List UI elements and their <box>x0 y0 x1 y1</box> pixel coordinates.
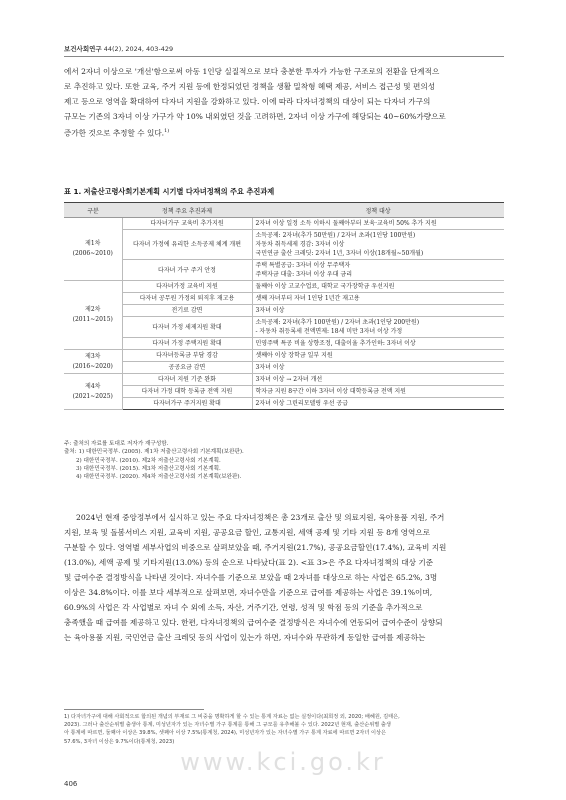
task-cell: 다자녀등록금 부담 경감 <box>122 350 252 362</box>
task-cell: 다자녀 지원 기준 완화 <box>122 374 252 386</box>
period-cell: 제4차 (2021~2025) <box>64 374 122 410</box>
footnote-line: 57.6%, 3자녀 이상은 9.7%이다(통계청, 2023) <box>64 738 175 745</box>
target-cell: 학자금 지원 8구간 이하 3자녀 이상 대학등록금 전액 지원 <box>252 386 504 398</box>
table-title: 표 1. 저출산고령사회기본계획 시기별 다자녀정책의 주요 추진과제 <box>64 187 275 196</box>
table-row <box>64 362 504 374</box>
task-cell: 다자녀가구 교육비 추가지원 <box>122 218 252 230</box>
text-line: 60.9%의 사업은 각 사업별로 자녀 수 외에 소득, 자산, 거주기간, 연령, 성적 및 학점 등의 기준을 추가적으로 <box>64 603 423 612</box>
period-cell: 제3차 (2016~2020) <box>64 350 122 374</box>
text-line: 는 육아용품 지원, 국민연금 출산 크레딧 등의 사업이 있는가 하면, 자녀수와 무관하게 동일한 급여를 제공하는 <box>64 633 426 642</box>
table-row <box>64 305 504 317</box>
table-row <box>64 350 504 362</box>
text-line: 구분할 수 있다. 영역별 세부사업의 비중으로 살펴보았을 때, 주거지원(21.7%), 공공요금할인(17.4%), 교육비 지원 <box>64 543 447 552</box>
table-row <box>64 317 504 338</box>
table-row <box>64 293 504 305</box>
header-rule <box>64 56 504 57</box>
task-cell: 전기료 감면 <box>122 305 252 317</box>
note-line: 출처: 1) 대한민국정부. (2005). 제1차 저출산고령사회 기본계획(보완판). <box>64 449 244 456</box>
text-line: 2024년 현재 중앙정부에서 실시하고 있는 주요 다자녀정책은 총 23개로 출산 및 의료지원, 육아용품 지원, 주거 <box>76 513 445 522</box>
task-cell: 다자녀 가정 대학 등록금 전액 지원 <box>122 386 252 398</box>
watermark: www.kci.go.kr <box>180 748 386 776</box>
table-row <box>64 281 504 293</box>
policy-table <box>64 202 504 410</box>
table-row <box>64 398 504 410</box>
text-line: 에서 2자녀 이상으로 '개선'함으로써 아동 1인당 실질적으로 보다 충분한 투자가 가능한 구조로의 전환을 단계적으 <box>64 67 440 76</box>
header-task: 정책 주요 추진과제 <box>122 203 252 218</box>
footnote <box>64 713 504 746</box>
text-line: 이상은 34.8%이다. 이를 보다 세부적으로 살펴보면, 자녀수만을 기준으로 급여를 제공하는 사업은 39.1%이며, <box>64 588 433 597</box>
text-line: 제고 등으로 영역을 확대하여 다자녀 지원을 강화하고 있다. 이에 따라 다자녀정책의 대상이 되는 다자녀 가구의 <box>64 97 431 106</box>
target-cell: 3자녀 이상 → 2자녀 개선 <box>252 374 504 386</box>
note-line: 2) 대한민국정부. (2010). 제2차 저출산고령사회 기본계획. <box>76 457 221 464</box>
target-cell: 둘째아 이상 고교수업료, 대학교 국가장학금 우선지원 <box>252 281 504 293</box>
table-row <box>64 230 504 260</box>
header-target: 정책 대상 <box>252 203 504 218</box>
table-row <box>64 218 504 230</box>
table-notes <box>64 440 504 481</box>
target-cell: 셋째아 이상 장학금 일부 지원 <box>252 350 504 362</box>
table-row <box>64 338 504 350</box>
target-cell: 소득공제: 2자녀(추가 100만원) / 2자녀 초과(1인당 200만원) - 자동차 취등록세 전액면제: 18세 미만 3자녀 이상 가정 <box>252 317 504 338</box>
note-line: 주: 출처의 자료를 토대로 저자가 재구성함. <box>64 441 169 447</box>
task-cell: 다자녀 가구 주거 안정 <box>122 260 252 281</box>
task-cell: 다자녀가구 주거지원 확대 <box>122 398 252 410</box>
footnote-line: 2023). 그러나 출산순위별 출생아 통계, 미성년자가 있는 자녀수별 가구 통계를 통해 그 규모를 유추해볼 수 있다. 2022년 현재, 출산순위별 출생 <box>64 722 391 729</box>
intro-paragraph <box>64 64 504 141</box>
footnote-ref[interactable]: 1) <box>164 128 170 134</box>
task-cell: 다자녀가정 교육비 지원 <box>122 281 252 293</box>
target-cell: 2자녀 이상 그린리모델링 우선 공급 <box>252 398 504 410</box>
note-line: 3) 대한민국정부. (2015). 제3차 저출산고령사회 기본계획. <box>76 465 221 472</box>
text-line: 지원, 보육 및 돌봄서비스 지원, 교육비 지원, 공공요금 할인, 교통지원, 세액 공제 및 기타 지원 등 8개 영역으로 <box>64 528 431 537</box>
target-cell: 3자녀 이상 <box>252 362 504 374</box>
header-period: 구분 <box>64 203 122 218</box>
text-line: 규모는 기존의 3자녀 이상 가구가 약 10% 내외였던 것을 고려하면, 2자녀 이상 가구에 해당되는 40~60%가량으로 <box>64 112 446 121</box>
journal-name: 보건사회연구 <box>64 45 102 53</box>
target-cell: 소득공제: 2자녀(추가 50만원) / 2자녀 초과(1인당 100만원) 자동차 취득세제 경감: 3자녀 이상 국민연금 출산 크레딧: 2자녀 1년, 3자녀 이상(18개월~50개월) <box>252 230 504 260</box>
text-line: 증가한 것으로 추정할 수 있다.$^{1)}$ <box>64 128 170 138</box>
period-cell: 제1차 (2006~2010) <box>64 218 122 281</box>
running-header <box>64 44 504 53</box>
text-line: 로 추진하고 있다. 또한 교육, 주거 지원 등에 한정되었던 정책을 생활 밀착형 혜택 제공, 서비스 접근성 및 편의성 <box>64 82 436 91</box>
table-row <box>64 260 504 281</box>
task-cell: 다자녀 가정 세제지원 확대 <box>122 317 252 338</box>
text-line: (13.0%), 세액 공제 및 기타지원(13.0%) 등의 순으로 나타났다(표 2). <표 3>은 주요 다자녀정책의 대상 기준 <box>64 558 434 567</box>
table-row <box>64 386 504 398</box>
footnote-line: 1) 다자녀가구에 대해 사회적으로 합의된 개념의 부재로 그 비중을 명확하게 할 수 있는 통계 자료는 없는 실정이다(최희정 외, 2020; 배혜원, 김태은, <box>64 714 400 720</box>
note-line: 4) 대한민국정부. (2020). 제4차 저출산고령사회 기본계획(보완판). <box>76 474 242 481</box>
target-cell: 민영주택 특공 비율 상향조정, 대출이율 추가인하: 3자녀 이상 <box>252 338 504 350</box>
footnote-rule <box>64 709 204 710</box>
target-cell: 셋째 자녀부터 자녀 1인당 1년간 재고용 <box>252 293 504 305</box>
period-cell: 제2차 (2011~2015) <box>64 281 122 350</box>
text-line: 및 급여수준 결정방식을 나타낸 것이다. 자녀수를 기준으로 보았을 때 2자녀를 대상으로 하는 사업은 65.2%, 3명 <box>64 573 438 582</box>
table-header-row <box>64 203 504 218</box>
footnote-line: 아 통계에 따르면, 둘째아 이상은 39.8%, 셋째아 이상 7.5%(통계청, 2024), 미성년자가 있는 자녀수별 가구 통계 자료에 따르면 2자녀 이상은 <box>64 730 387 737</box>
body-paragraph <box>64 510 504 645</box>
table-row <box>64 374 504 386</box>
target-cell: 3자녀 이상 <box>252 305 504 317</box>
task-cell: 공공요금 감면 <box>122 362 252 374</box>
target-cell: 주택 특별공급: 3자녀 이상 무주택자 주택자금 대출: 3자녀 이상 우대 금리 <box>252 260 504 281</box>
task-cell: 다자녀 가정에 유리한 소득공제 체계 개편 <box>122 230 252 260</box>
text-line: 충족했을 때 급여를 제공하고 있다. 한편, 다자녀정책의 급여수준 결정방식은 자녀수에 연동되어 급여수준이 상향되 <box>64 618 443 627</box>
page-number: 406 <box>64 780 78 788</box>
task-cell: 다자녀 공무원 가정의 퇴직후 재고용 <box>122 293 252 305</box>
journal-issue: 44(2), 2024, 403-429 <box>101 45 174 53</box>
target-cell: 2자녀 이상 일정 소득 이하시 둘째아부터 보육·교육비 50% 추가 지원 <box>252 218 504 230</box>
task-cell: 다자녀 가정 주택지원 확대 <box>122 338 252 350</box>
